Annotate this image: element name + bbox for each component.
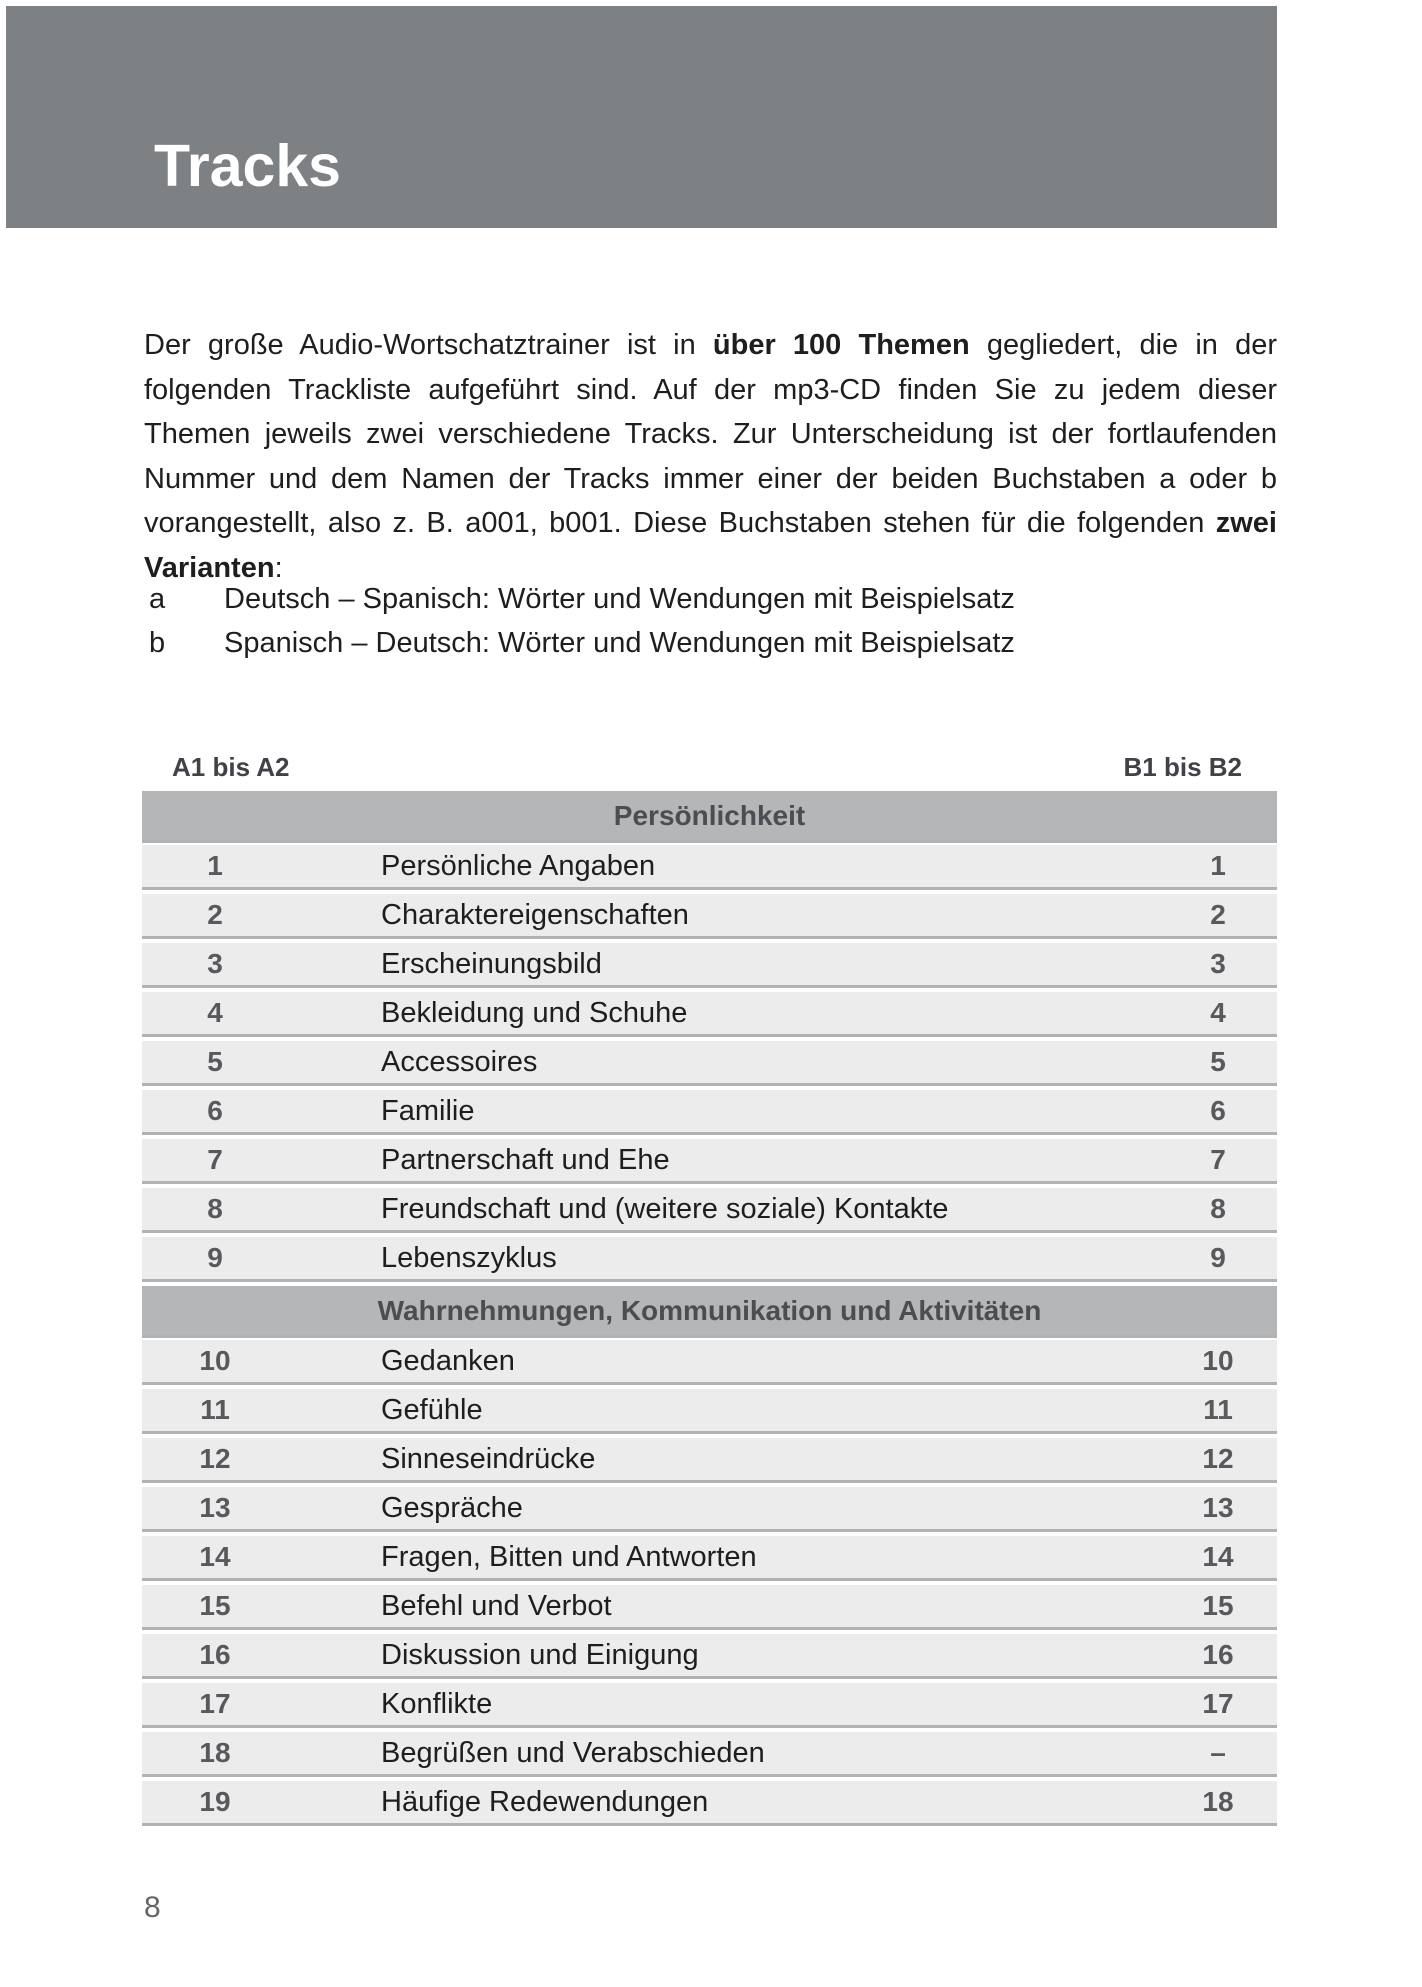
variant-text: Spanisch – Deutsch: Wörter und Wendungen mit Beispielsatz [224, 626, 1015, 659]
track-title: Diskussion und Einigung [381, 1639, 699, 1671]
track-number-a: 13 [199, 1492, 231, 1523]
track-number-b: 18 [1202, 1786, 1234, 1817]
track-number-b: 3 [1210, 948, 1226, 979]
track-number-b: 5 [1210, 1046, 1226, 1077]
track-number-a: 16 [199, 1639, 231, 1670]
track-title: Konflikte [381, 1688, 493, 1720]
variant-label: a [149, 583, 166, 615]
track-row [142, 1389, 1277, 1434]
track-number-a: 5 [207, 1046, 223, 1077]
track-row [142, 1139, 1277, 1184]
track-number-a: 8 [207, 1193, 223, 1224]
variant-row [144, 578, 1277, 622]
track-number-a: 14 [199, 1541, 231, 1572]
section-header-band [142, 791, 1277, 843]
track-number-b: 14 [1202, 1541, 1234, 1572]
track-number-a: 19 [199, 1786, 231, 1817]
intro-text-2: gegliedert, die in der folgenden Trackliste aufgeführt sind. Auf der mp3-CD finden Sie zu jedem dieser Themen jeweils zwei verschiedene Tracks. Zur Unterscheidung ist der fortlaufenden Nummer und dem Namen der Tracks immer einer der beiden Buchstaben a oder b vorangestellt, also z. B. a001, b001. Diese Buchstaben stehen für die folgenden [144, 329, 1278, 539]
track-title: Gefühle [381, 1394, 483, 1426]
track-number-a: 3 [207, 948, 223, 979]
page-title: Tracks [154, 133, 341, 199]
track-row [142, 845, 1277, 890]
track-number-b: 12 [1202, 1443, 1234, 1474]
track-number-b: 13 [1202, 1492, 1234, 1523]
section-title: Persönlichkeit [613, 799, 806, 831]
track-number-b: 17 [1202, 1688, 1234, 1719]
section-title: Wahrnehmungen, Kommunikation und Aktivitäten [377, 1294, 1042, 1326]
column-header-b1-b2: B1 bis B2 [1123, 752, 1242, 782]
track-number-b: 11 [1203, 1394, 1233, 1425]
intro-text-1: Der große Audio-Wortschatztrainer ist in [144, 329, 713, 361]
track-row [142, 1041, 1277, 1086]
track-number-a: 7 [207, 1144, 223, 1175]
tracklist-body [142, 791, 1277, 1826]
track-title: Gedanken [381, 1345, 515, 1377]
track-row [142, 1438, 1277, 1483]
track-row [142, 1340, 1277, 1385]
track-title: Begrüßen und Verabschieden [381, 1737, 765, 1769]
track-number-a: 1 [207, 850, 223, 881]
header-banner [6, 6, 1277, 228]
page-number: 8 [144, 1891, 161, 1924]
track-number-b: 9 [1210, 1242, 1226, 1273]
track-title: Lebenszyklus [381, 1242, 557, 1274]
track-number-b: 15 [1202, 1590, 1234, 1621]
track-row [142, 992, 1277, 1037]
intro-bold-varianten: zwei Varianten [144, 507, 1277, 584]
track-title: Bekleidung und Schuhe [381, 997, 688, 1029]
track-row [142, 1237, 1277, 1282]
variant-row [144, 622, 1277, 666]
track-title: Familie [381, 1095, 475, 1127]
track-title: Partnerschaft und Ehe [381, 1144, 670, 1176]
track-title: Freundschaft und (weitere soziale) Kontakte [381, 1193, 949, 1225]
track-row [142, 1781, 1277, 1826]
intro-bold-themes: über 100 Themen [712, 329, 970, 361]
track-row [142, 1732, 1277, 1777]
track-number-b: 6 [1210, 1095, 1226, 1126]
track-row [142, 894, 1277, 939]
track-row [142, 1585, 1277, 1630]
track-title: Sinneseindrücke [381, 1443, 596, 1475]
track-title: Gespräche [381, 1492, 523, 1524]
track-title: Befehl und Verbot [381, 1590, 612, 1622]
variant-list [144, 578, 1277, 665]
track-number-a: 11 [200, 1394, 230, 1425]
section-header-band [142, 1286, 1277, 1338]
track-row [142, 1634, 1277, 1679]
intro-text-3: : [274, 551, 283, 584]
track-title: Häufige Redewendungen [381, 1786, 709, 1818]
track-number-b: 16 [1202, 1639, 1234, 1670]
track-number-b: – [1210, 1737, 1226, 1768]
track-number-b: 1 [1210, 850, 1226, 881]
track-row [142, 1536, 1277, 1581]
track-number-b: 2 [1210, 899, 1226, 930]
track-row [142, 1188, 1277, 1233]
track-number-b: 7 [1210, 1144, 1226, 1175]
track-title: Accessoires [381, 1046, 538, 1078]
track-number-a: 12 [199, 1443, 231, 1474]
track-title: Erscheinungsbild [381, 948, 602, 980]
track-number-a: 10 [199, 1345, 231, 1376]
tracklist-table [142, 752, 1277, 1830]
track-number-b: 4 [1210, 997, 1226, 1028]
track-row [142, 1090, 1277, 1135]
track-number-a: 18 [199, 1737, 231, 1768]
track-number-a: 17 [199, 1688, 231, 1719]
track-title: Fragen, Bitten und Antworten [381, 1541, 757, 1573]
track-number-a: 4 [207, 997, 223, 1028]
variant-text: Deutsch – Spanisch: Wörter und Wendungen mit Beispielsatz [224, 583, 1015, 615]
track-number-a: 6 [207, 1095, 223, 1126]
track-row [142, 1683, 1277, 1728]
track-number-a: 15 [199, 1590, 231, 1621]
track-title: Charaktereigenschaften [381, 899, 689, 931]
track-number-b: 10 [1202, 1345, 1234, 1376]
track-title: Persönliche Angaben [381, 850, 656, 882]
variant-label: b [149, 626, 166, 659]
track-row [142, 1487, 1277, 1532]
track-number-a: 2 [207, 899, 223, 930]
track-row [142, 943, 1277, 988]
intro-paragraph [144, 323, 1277, 590]
tracklist-column-headers [142, 752, 1277, 791]
track-number-a: 9 [207, 1242, 223, 1273]
column-header-a1-a2: A1 bis A2 [172, 752, 290, 782]
track-number-b: 8 [1210, 1193, 1226, 1224]
